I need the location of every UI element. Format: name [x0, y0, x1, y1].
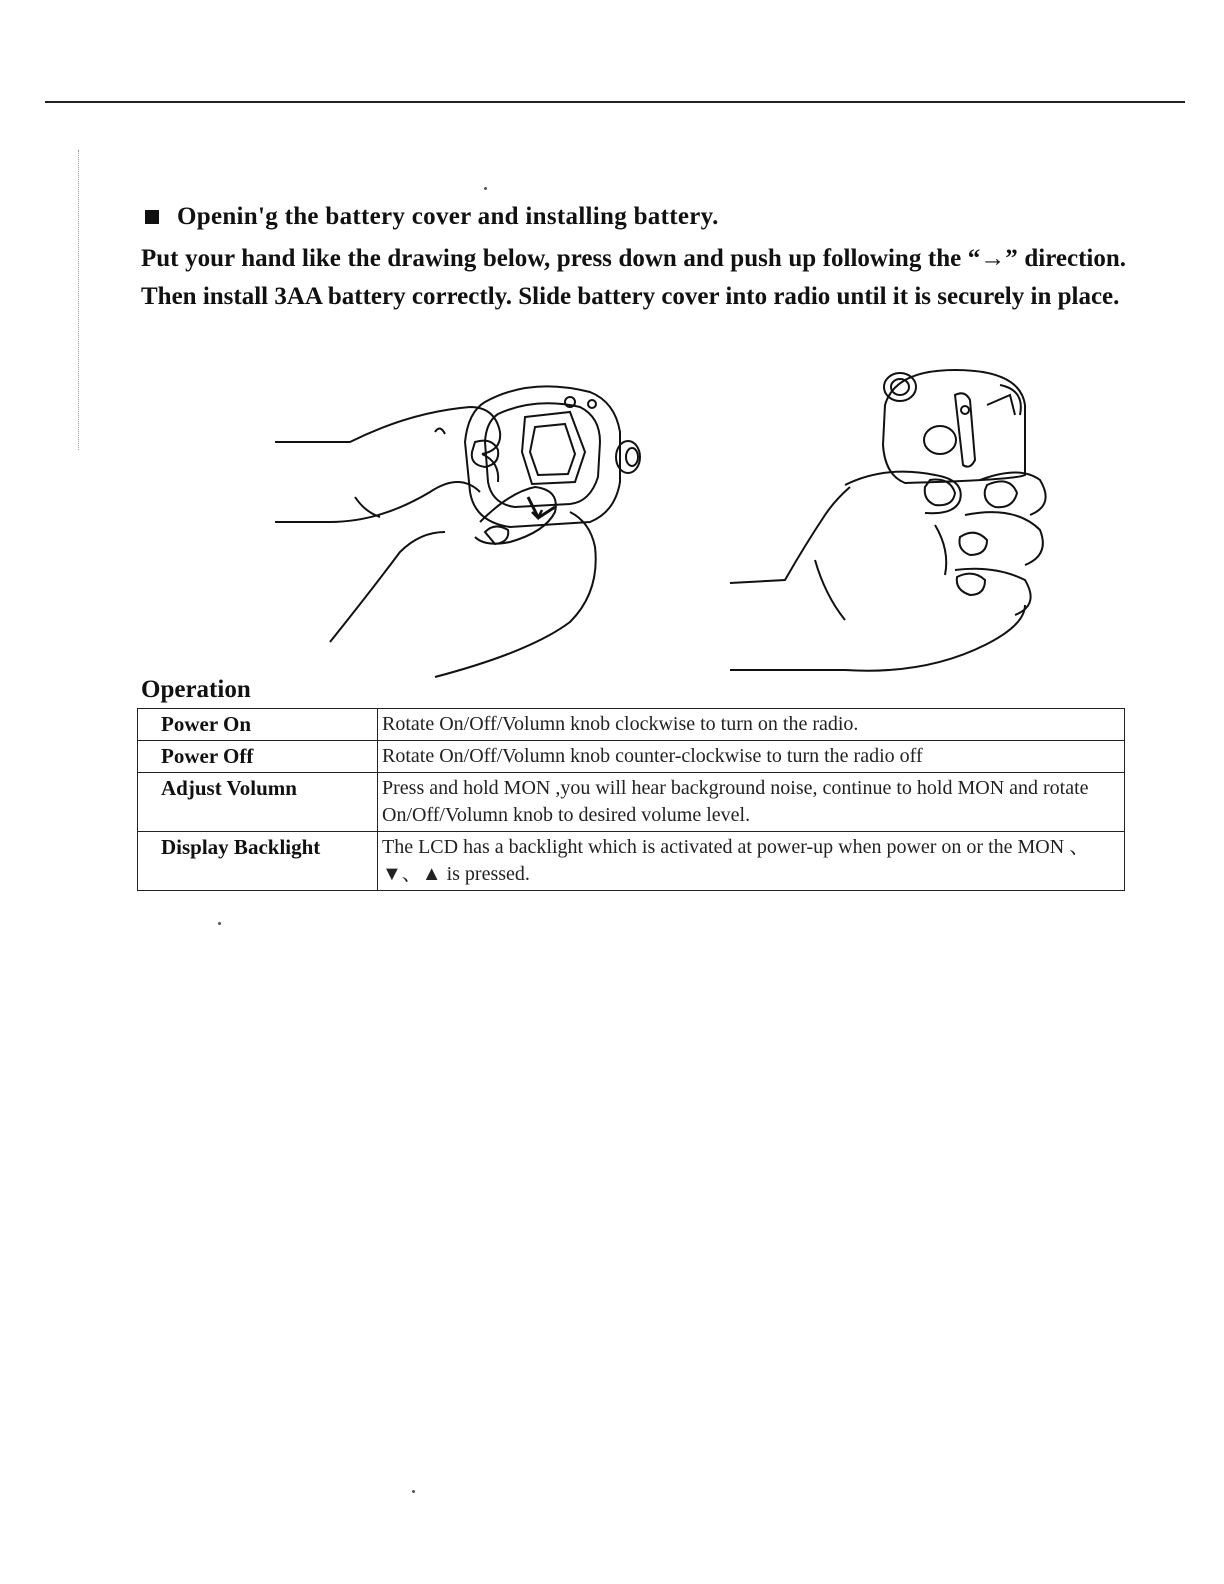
operation-table [137, 708, 1125, 891]
scan-margin-specks [78, 150, 81, 450]
row-label: Display Backlight [138, 832, 378, 891]
row-description: Press and hold MON ,you will hear background noise, continue to hold MON and rotate On/Off/Volumn knob to desired volume level. [378, 773, 1125, 832]
table-row [138, 773, 1125, 832]
row-label: Adjust Volumn [138, 773, 378, 832]
row-description: Rotate On/Off/Volumn knob counter-clockwise to turn the radio off [378, 741, 1125, 773]
section-heading [145, 203, 719, 231]
row-description: Rotate On/Off/Volumn knob clockwise to turn on the radio. [378, 709, 1125, 741]
table-row [138, 832, 1125, 891]
row-label: Power On [138, 709, 378, 741]
table-row [138, 709, 1125, 741]
instruction-paragraph: Put your hand like the drawing below, press down and push up following the “→” direction. Then install 3AA battery correctly. Slide battery cover into radio until it is securely in place. [141, 245, 1126, 310]
row-description: The LCD has a backlight which is activated at power-up when power on or the MON 、▼、▲ is pressed. [378, 832, 1125, 891]
row-label: Power Off [138, 741, 378, 773]
hand-holding-radio-icon [725, 365, 1065, 685]
table-row [138, 741, 1125, 773]
scan-speck [484, 187, 487, 190]
square-bullet-icon [145, 210, 159, 224]
hand-opening-battery-cover-icon [270, 372, 650, 682]
section-heading-text: Openin'g the battery cover and installing battery. [177, 203, 719, 230]
operation-title: Operation [141, 676, 251, 703]
top-rule [45, 101, 1185, 103]
scan-speck [412, 1490, 415, 1493]
scan-speck [218, 922, 221, 925]
